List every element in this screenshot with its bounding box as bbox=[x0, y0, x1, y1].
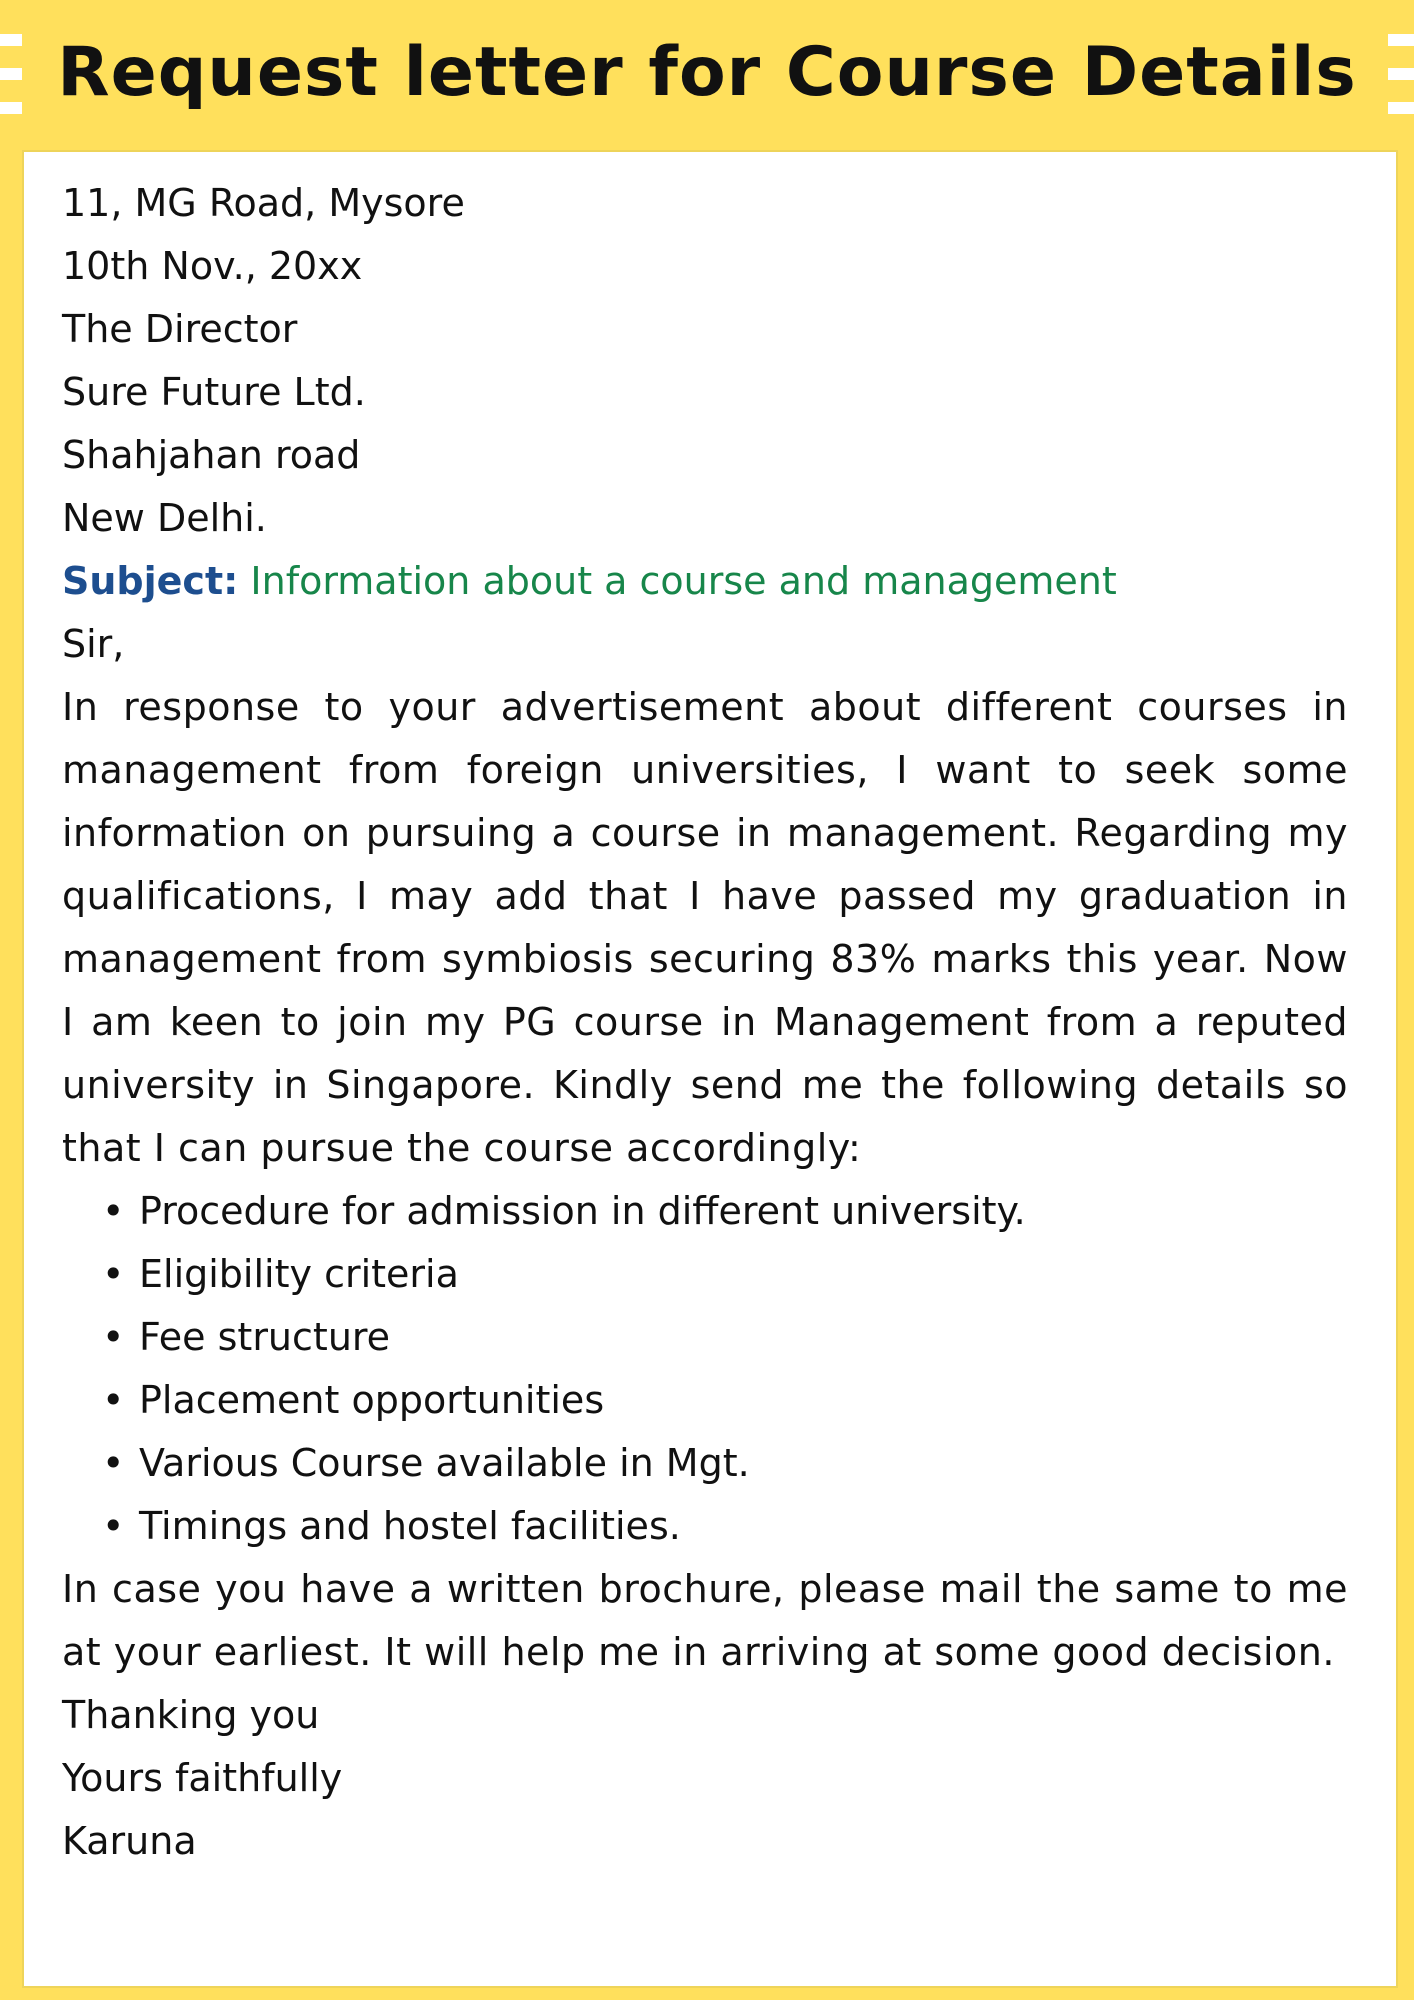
letter-date: 10th Nov., 20xx bbox=[62, 244, 363, 288]
list-item: • Fee structure bbox=[102, 1306, 1348, 1369]
bullet-icon: • bbox=[102, 1252, 125, 1296]
details-list bbox=[62, 1180, 1348, 1558]
bullet-icon: • bbox=[102, 1315, 125, 1359]
signature-name: Karuna bbox=[62, 1819, 197, 1863]
edge-notch bbox=[1388, 102, 1414, 114]
letter-content bbox=[62, 172, 1348, 1873]
recipient-line: New Delhi. bbox=[62, 496, 267, 540]
subject-line bbox=[62, 550, 1348, 613]
letter-card bbox=[22, 150, 1398, 1988]
bullet-icon: • bbox=[102, 1441, 125, 1485]
subject-text: Information about a course and management bbox=[250, 559, 1117, 603]
bullet-icon: • bbox=[102, 1189, 125, 1233]
list-item: • Placement opportunities bbox=[102, 1369, 1348, 1432]
list-item: • Procedure for admission in different university. bbox=[102, 1180, 1348, 1243]
edge-notch bbox=[1388, 34, 1414, 46]
recipient-line: Shahjahan road bbox=[62, 433, 361, 477]
header-banner bbox=[36, 0, 1378, 145]
page-title: Request letter for Course Details bbox=[57, 33, 1357, 112]
body-paragraph: In response to your advertisement about different courses in management from foreign universities, I want to seek some information on pursuing a course in management. Regarding my qualifications, I may add that I have passed my graduation in management from symbiosis securing 83% marks this year. Now I am keen to join my PG course in Management from a reputed university in Singapore. Kindly send me the following details so that I can pursue the course accordingly: bbox=[62, 685, 1348, 1170]
closing-paragraph: In case you have a written brochure, please mail the same to me at your earliest. It will help me in arriving at some good decision. bbox=[62, 1567, 1348, 1674]
bullet-icon: • bbox=[102, 1504, 125, 1548]
list-item: • Timings and hostel facilities. bbox=[102, 1495, 1348, 1558]
list-item: • Various Course available in Mgt. bbox=[102, 1432, 1348, 1495]
complimentary-close: Yours faithfully bbox=[62, 1756, 343, 1800]
list-item: • Eligibility criteria bbox=[102, 1243, 1348, 1306]
thanks-line: Thanking you bbox=[62, 1693, 320, 1737]
edge-notch bbox=[0, 102, 22, 114]
recipient-line: The Director bbox=[62, 307, 298, 351]
subject-label: Subject: bbox=[62, 559, 239, 603]
bullet-icon: • bbox=[102, 1378, 125, 1422]
sender-address: 11, MG Road, Mysore bbox=[62, 181, 465, 225]
edge-notch bbox=[0, 68, 22, 80]
recipient-line: Sure Future Ltd. bbox=[62, 370, 366, 414]
edge-notch bbox=[0, 34, 22, 46]
salutation: Sir, bbox=[62, 622, 125, 666]
edge-notch bbox=[1388, 68, 1414, 80]
